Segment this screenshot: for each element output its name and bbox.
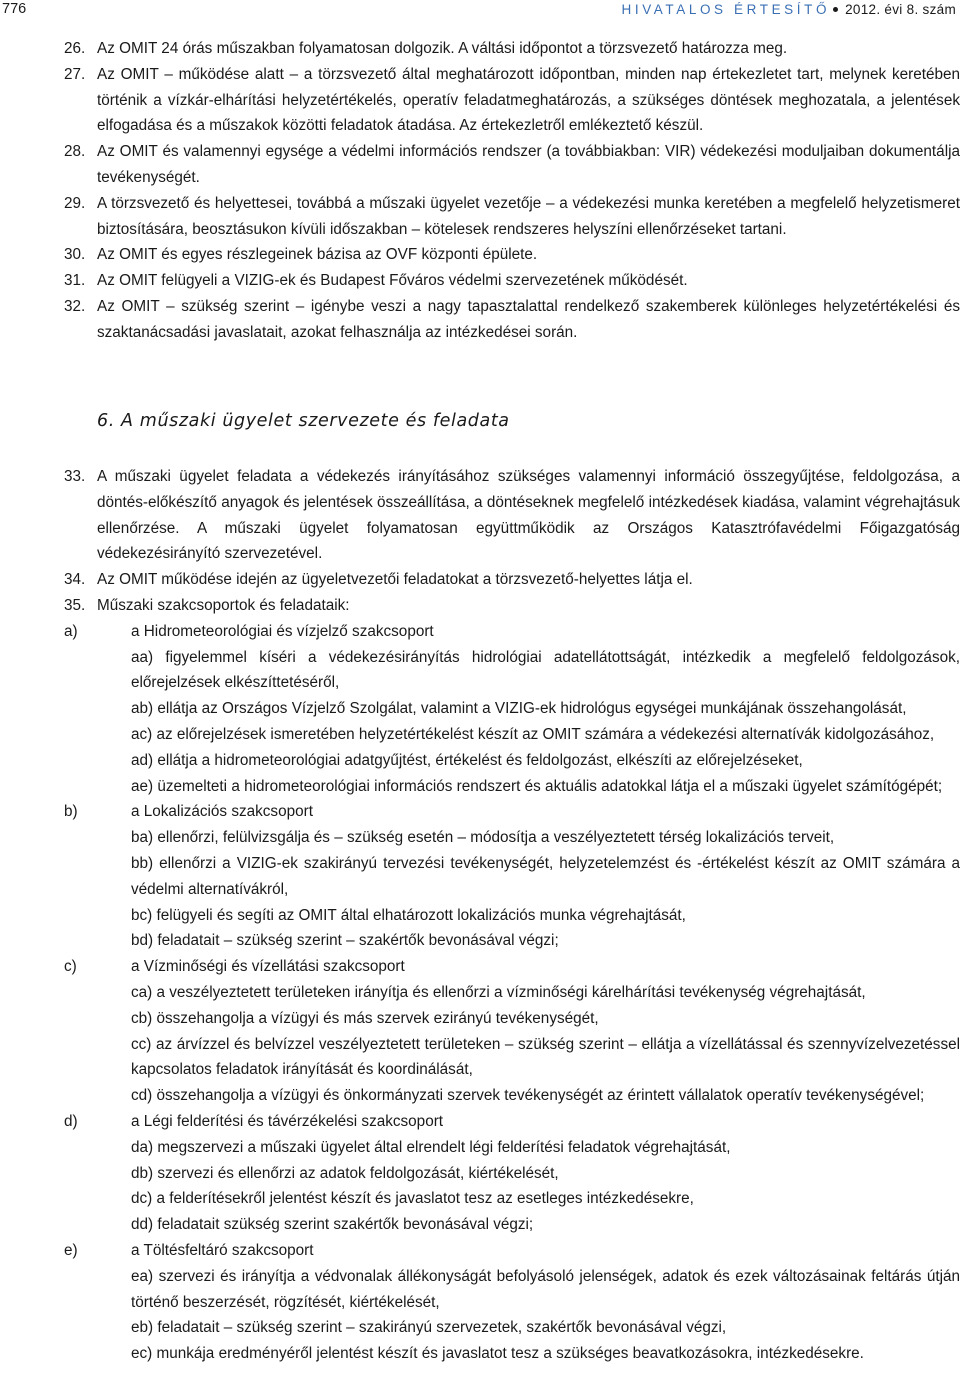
sub-item-ad: ad) ellátja a hidrometeorológiai adatgyűjtést, értékelést és feldolgozást, elkészíti az előrejelzéseket, xyxy=(131,751,803,769)
sub-item-dc: dc) a felderítésekről jelentést készít és javaslatot tesz az esetleges intézkedésekre, xyxy=(131,1190,694,1208)
bullet-icon xyxy=(833,7,838,12)
list-item-31 xyxy=(0,268,960,294)
page-number: 776 xyxy=(2,1,27,17)
list-item-28 xyxy=(0,139,960,191)
sub-item-bd: bd) feladatait – szükség szerint – szakértők bevonásával végzi; xyxy=(131,932,559,950)
item-number: 32. xyxy=(64,297,86,315)
item-text: Az OMIT működése idején az ügyeletvezetői feladatokat a törzsvezető-helyettes látja el. xyxy=(97,571,693,589)
numbered-list-top xyxy=(0,36,960,346)
sub-item-ea: ea) szervezi és irányítja a védvonalak állékonyságát befolyásoló jelenségek, adatok és ezek változásainak feltárás útján történő beszerzését, rögzítését, kiértékelését, xyxy=(131,1267,960,1311)
sub-item-bb: bb) ellenőrzi a VIZIG-ek szakirányú tervezési tevékenységét, helyzetelemzést és -értékelést készít az OMIT számára a védelmi alternatívákról, xyxy=(131,854,960,898)
sub-item-ec: ec) munkája eredményéről jelentést készít és javaslatot tesz a szükséges beavatkozásokra, intézkedésekre. xyxy=(131,1345,864,1363)
sub-item-aa: aa) figyelemmel kíséri a védekezésirányítás hidrológiai adatellátottságát, intézkedik a megfelelő feldolgozások, előrejelzések elkészíttetéséről, xyxy=(131,648,960,692)
sub-item-ba: ba) ellenőrzi, felülvizsgálja és – szükség esetén – módosítja a veszélyeztetett térség lokalizációs terveit, xyxy=(131,829,835,847)
sub-item-da: da) megszervezi a műszaki ügyelet által elrendelt légi felderítési feladatok végrehajtását, xyxy=(131,1138,731,1156)
item-text: Az OMIT és egyes részlegeinek bázisa az OVF központi épülete. xyxy=(97,246,538,264)
sub-item-ac: ac) az előrejelzések ismeretében helyzetértékelést készít az OMIT számára a védekezési alternatívák kidolgozásához, xyxy=(131,725,935,743)
item-text: Az OMIT – működése alatt – a törzsvezető által meghatározott időpontban, minden nap értekezletet tart, melynek keretében történik a vízkár-elhárítási helyzetértékelés, operatív feladatmeghatározás, a szükséges döntések meghozatala, a jelentések elfogadása és a műszakok közötti feladatok átadása. Az értekezletről emlékeztető készül. xyxy=(97,65,960,135)
group-heading-c xyxy=(0,954,960,980)
sub-item-eb: eb) feladatait – szükség szerint – szakirányú szervezetek, szakértők bevonásával végzi, xyxy=(131,1319,727,1337)
list-item-29 xyxy=(0,191,960,243)
list-item-32 xyxy=(0,294,960,346)
group-letter: a) xyxy=(64,622,78,640)
page-header xyxy=(0,0,960,21)
publication-title: HIVATALOS ÉRTESÍTŐ xyxy=(621,2,831,17)
group-title: a Hidrometeorológiai és vízjelző szakcsoport xyxy=(131,622,434,640)
item-text: Az OMIT – szükség szerint – igénybe veszi a nagy tapasztalattal rendelkező szakemberek különleges helyzetértékelési és szaktanácsadási javaslatait, azokat felhasználja az intézkedései során. xyxy=(97,297,960,341)
sub-item-cb: cb) összehangolja a vízügyi és más szervek ezirányú tevékenységét, xyxy=(131,1009,599,1027)
sub-item-cd: cd) összehangolja a vízügyi és önkormányzati szervek tevékenységét az érintett vállalatok operatív tevékenységével; xyxy=(131,1087,925,1105)
item-number: 33. xyxy=(64,468,86,485)
sub-item-dd: dd) feladatait szükség szerint szakértők bevonásával végzi; xyxy=(131,1216,534,1234)
section-heading: 6. A műszaki ügyelet szervezete és feladata xyxy=(97,411,510,431)
item-text: A műszaki ügyelet feladata a védekezés irányításához szükséges valamennyi információ összegyűjtése, feldolgozása, a döntés-előkészítő anyagok és jelentések összeállítása, a döntéseknek megfelelő intézkedések kiadása, valamint végrehajtásuk ellenőrzése. A műszaki ügyelet folyamatosan együttműködik az Országos Katasztrófavédelmi Főigazgatóság védekezésirányító szervezetével. xyxy=(97,468,960,563)
item-text: Az OMIT 24 órás műszakban folyamatosan dolgozik. A váltási időpontot a törzsvezető határozza meg. xyxy=(97,40,788,57)
group-letter: b) xyxy=(64,803,78,821)
item-number: 35. xyxy=(64,596,86,614)
sub-item-ab: ab) ellátja az Országos Vízjelző Szolgálat, valamint a VIZIG-ek hidrológus egységei munkájának összehangolását, xyxy=(131,700,907,718)
item-text: Az OMIT és valamennyi egysége a védelmi információs rendszer (a továbbiakban: VIR) védekezési moduljaiban dokumentálja tevékenységét. xyxy=(97,143,960,186)
group-heading-b xyxy=(0,799,960,825)
list-item-34 xyxy=(0,567,960,593)
numbered-list-bottom xyxy=(0,464,960,1367)
item-number: 34. xyxy=(64,571,86,589)
list-item-35 xyxy=(0,593,960,619)
sub-item-ca: ca) a veszélyeztetett területeken irányítja és ellenőrzi a vízminőségi kárelhárítási tevékenység végrehajtását, xyxy=(131,983,866,1001)
group-letter: c) xyxy=(64,958,77,976)
item-number: 31. xyxy=(64,272,86,290)
item-text: Az OMIT felügyeli a VIZIG-ek és Budapest Főváros védelmi szervezetének működését. xyxy=(97,272,688,290)
list-item-27 xyxy=(0,62,960,139)
item-number: 27. xyxy=(64,65,86,83)
item-text: Műszaki szakcsoportok és feladataik: xyxy=(97,596,350,614)
group-heading-e xyxy=(0,1238,960,1264)
item-number: 28. xyxy=(64,143,86,161)
item-number: 29. xyxy=(64,194,86,212)
sub-item-db: db) szervezi és ellenőrzi az adatok feldolgozását, kiértékelését, xyxy=(131,1164,559,1182)
group-title: a Töltésfeltáró szakcsoport xyxy=(131,1241,314,1259)
list-item-30 xyxy=(0,242,960,268)
sub-item-cc: cc) az árvízzel és belvízzel veszélyeztetett területeken – szükség szerint – ellátja a vízellátással és szennyvízelvezetéssel kapcsolatos feladatok irányítását és koordinálását, xyxy=(131,1035,960,1079)
group-letter: d) xyxy=(64,1112,78,1130)
group-title: a Lokalizációs szakcsoport xyxy=(131,803,313,821)
item-text: A törzsvezető és helyettesei, továbbá a műszaki ügyelet vezetője – a védekezési munka keretében a megfelelő helyzetismeret biztosítására, beosztásukon kívüli időszakban – kötelesek rendszeres helyszíni ellenőrzéseket tartani. xyxy=(97,194,960,238)
sub-item-ae: ae) üzemelteti a hidrometeorológiai információs rendszert és aktuális adatokkal látja el a műszaki ügyelet számítógépét; xyxy=(131,777,943,795)
group-heading-a xyxy=(0,619,960,645)
group-title: a Vízminőségi és vízellátási szakcsoport xyxy=(131,958,405,976)
sub-item-bc: bc) felügyeli és segíti az OMIT által elhatározott lokalizációs munka végrehajtását, xyxy=(131,906,686,924)
issue-number: 2012. évi 8. szám xyxy=(845,2,956,17)
item-number: 26. xyxy=(64,40,86,57)
group-title: a Légi felderítési és távérzékelési szakcsoport xyxy=(131,1112,444,1130)
group-heading-d xyxy=(0,1109,960,1135)
list-item-33 xyxy=(0,464,960,567)
item-number: 30. xyxy=(64,246,86,264)
running-head xyxy=(622,0,957,23)
group-letter: e) xyxy=(64,1241,78,1259)
list-item-26 xyxy=(0,36,960,62)
